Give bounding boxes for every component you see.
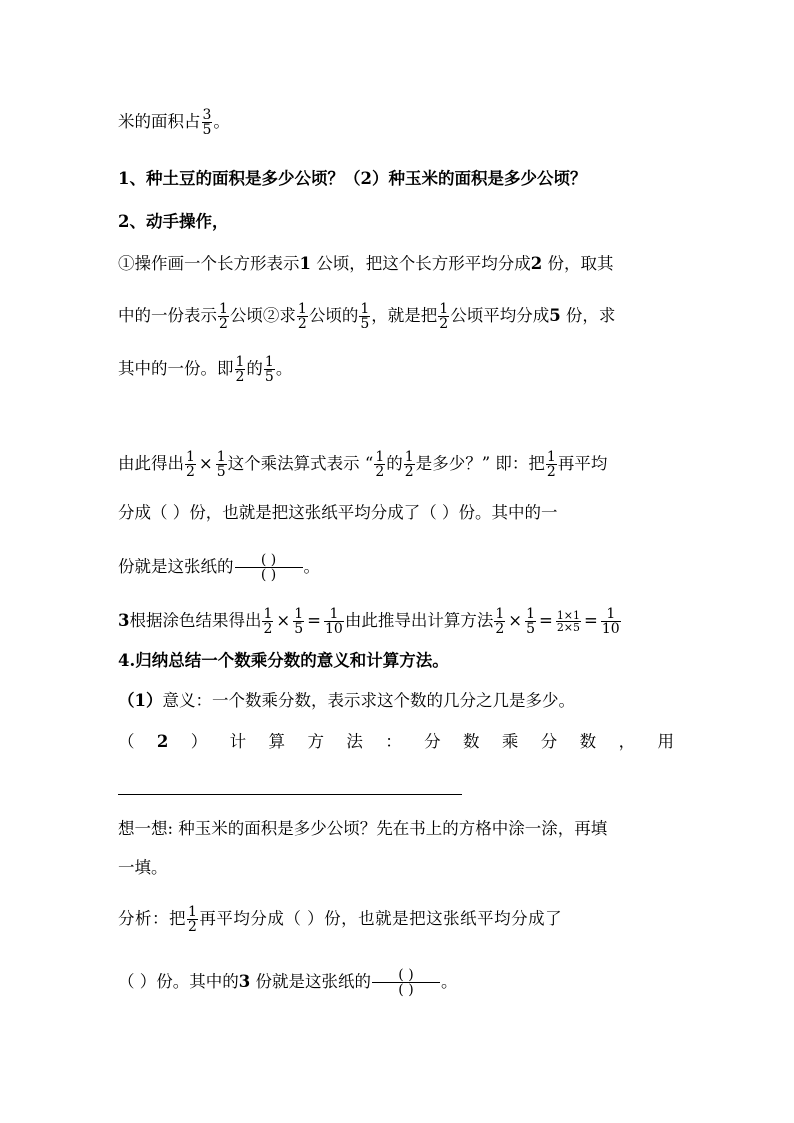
text: 。	[275, 359, 293, 378]
fraction	[202, 108, 213, 137]
fraction	[187, 905, 198, 934]
times-sign: ×	[508, 611, 523, 630]
text: 份就是这张纸的	[118, 557, 234, 576]
fraction	[293, 607, 304, 636]
numerator: 1	[235, 354, 245, 370]
text: 米的面积占	[118, 112, 201, 131]
numerator: 1	[546, 449, 556, 465]
text: 根据涂色结果得出	[129, 611, 262, 630]
text: 的	[246, 359, 263, 378]
numerator: 1	[264, 354, 274, 370]
operation-step-3	[118, 355, 292, 384]
think-line: 想一想: 种玉米的面积是多少公顷？先在书上的方格中涂一涂，再填	[118, 819, 608, 838]
denominator: 2	[546, 464, 556, 480]
char: 方	[307, 732, 324, 751]
number: 2	[530, 254, 543, 273]
fraction	[525, 607, 536, 636]
text: 分析：把	[118, 909, 186, 928]
char: 乘	[501, 732, 519, 751]
text: 公顷②求	[229, 306, 296, 325]
numerator: 1	[601, 607, 621, 622]
denominator: 5	[264, 369, 274, 385]
denominator: 2	[188, 919, 198, 935]
text: 这个乘法算式表示 “	[227, 454, 374, 473]
denominator: 2	[235, 369, 245, 385]
times-sign: ×	[198, 454, 213, 473]
text: 公顷平均分成	[450, 306, 550, 325]
denominator: 10	[601, 621, 620, 637]
numerator: 1	[294, 606, 304, 622]
numerator: 1	[216, 449, 226, 465]
denominator: 2	[375, 464, 385, 480]
text: 公顷的	[308, 306, 359, 325]
char: 法	[346, 732, 363, 751]
numerator: 1	[297, 301, 307, 317]
char: ，	[618, 732, 636, 751]
text: 再平均	[557, 454, 608, 473]
denominator: 2	[404, 464, 414, 480]
text: 。	[440, 972, 458, 991]
denominator: 5	[526, 621, 535, 637]
text: 。	[213, 112, 230, 131]
text: ，就是把	[371, 306, 438, 325]
fill-fraction-line	[118, 553, 320, 582]
number: 3	[238, 972, 251, 991]
text: 份，取其	[542, 254, 614, 273]
derivation-line	[118, 450, 607, 479]
text: 由此得出	[118, 454, 184, 473]
text: 意义：一个数乘分数，表示求这个数的几分之几是多少。	[162, 691, 575, 710]
meaning-line	[118, 690, 575, 712]
text: 再平均分成（ ）份，也就是把这张纸平均分成了	[199, 909, 563, 928]
char: 用	[657, 732, 674, 751]
denominator: 5	[216, 464, 226, 480]
think-line-cont: 一填。	[118, 858, 168, 877]
char: 算	[268, 732, 286, 751]
blank-numerator[interactable]: ( )	[235, 553, 303, 568]
numerator: 1	[188, 904, 198, 920]
denominator: 2	[439, 316, 449, 332]
number: 5	[549, 306, 561, 325]
text: （ ）份。其中的	[118, 972, 239, 991]
blank-fraction[interactable]	[372, 968, 440, 997]
equals-sign: =	[307, 611, 321, 630]
blank-denominator[interactable]: ( )	[398, 982, 414, 998]
calculation-method-line	[118, 607, 622, 636]
fraction	[374, 450, 385, 479]
fraction	[601, 607, 621, 636]
denominator: 5	[360, 316, 370, 332]
text: 。	[303, 557, 320, 576]
numerator: 1	[219, 301, 228, 317]
char: 分	[424, 732, 441, 751]
analysis-line	[118, 905, 562, 934]
fraction	[235, 355, 246, 384]
char: 分	[540, 732, 558, 751]
fraction	[216, 450, 227, 479]
times-sign: ×	[276, 611, 291, 630]
fraction	[556, 610, 581, 633]
char: 2	[156, 732, 169, 751]
operation-step-2	[118, 302, 615, 331]
label: （1）	[118, 691, 163, 710]
fraction	[262, 607, 273, 636]
denominator: 2×5	[556, 621, 581, 634]
char: 数	[579, 732, 597, 751]
number: 1	[299, 254, 311, 273]
text: 的	[386, 454, 403, 473]
denominator: 2	[186, 464, 195, 480]
fraction	[438, 302, 449, 331]
char: 数	[463, 732, 480, 751]
summary-title: 4.归纳总结一个数乘分数的意义和计算方法。	[118, 651, 449, 670]
section-2-title: 2、动手操作，	[118, 212, 229, 231]
numerator: 1	[324, 607, 344, 622]
line-area-ratio	[118, 108, 230, 137]
text: 中的一份表示	[118, 306, 217, 325]
numerator: 1	[404, 449, 414, 465]
text: 其中的一份。即	[118, 359, 234, 378]
text: 由此推导出计算方法	[344, 611, 494, 630]
fraction	[404, 450, 415, 479]
numerator: 1×1	[556, 609, 581, 622]
text: 是多少？” 即：把	[415, 454, 545, 473]
blank-numerator[interactable]: ( )	[372, 968, 440, 983]
blank-fraction[interactable]	[235, 553, 303, 582]
denominator: 5	[294, 621, 304, 637]
fraction	[494, 607, 505, 636]
fill-blank-line: 分成（ ）份，也就是把这张纸平均分成了（ ）份。其中的一	[118, 503, 558, 522]
numerator: 1	[439, 301, 449, 317]
blank-denominator[interactable]: ( )	[260, 567, 277, 583]
method-line	[118, 731, 674, 753]
denominator: 5	[202, 122, 212, 138]
text: 公顷，把这个长方形平均分成	[310, 254, 531, 273]
text: 份就是这张纸的	[250, 972, 371, 991]
denominator: 2	[263, 621, 273, 637]
numerator: 1	[375, 449, 385, 465]
denominator: 2	[495, 621, 505, 637]
fraction	[264, 355, 275, 384]
equals-sign: =	[584, 611, 598, 630]
text: ①操作画一个长方形表示	[118, 254, 300, 273]
numerator: 3	[202, 107, 212, 123]
fraction	[218, 302, 229, 331]
numerator: 1	[186, 449, 195, 465]
equals-sign: =	[538, 611, 553, 630]
fraction	[324, 607, 344, 636]
number: 3	[118, 611, 130, 630]
char: （	[118, 732, 135, 751]
numerator: 1	[263, 606, 273, 622]
operation-step-1	[118, 253, 613, 275]
char: 计	[229, 732, 247, 751]
numerator: 1	[526, 606, 535, 622]
fraction	[297, 302, 308, 331]
denominator: 2	[297, 316, 307, 332]
denominator: 10	[324, 621, 343, 637]
denominator: 2	[219, 316, 228, 332]
numerator: 1	[360, 301, 370, 317]
char: ：	[385, 732, 402, 751]
numerator: 1	[495, 606, 505, 622]
fraction	[185, 450, 196, 479]
char: ）	[190, 732, 208, 751]
question-1: 1、种土豆的面积是多少公顷？（2）种玉米的面积是多少公顷？	[118, 169, 587, 188]
text: 份，求	[560, 306, 616, 325]
fraction	[546, 450, 557, 479]
analysis-line-cont	[118, 968, 457, 997]
fraction	[359, 302, 370, 331]
answer-underline[interactable]	[118, 794, 462, 795]
